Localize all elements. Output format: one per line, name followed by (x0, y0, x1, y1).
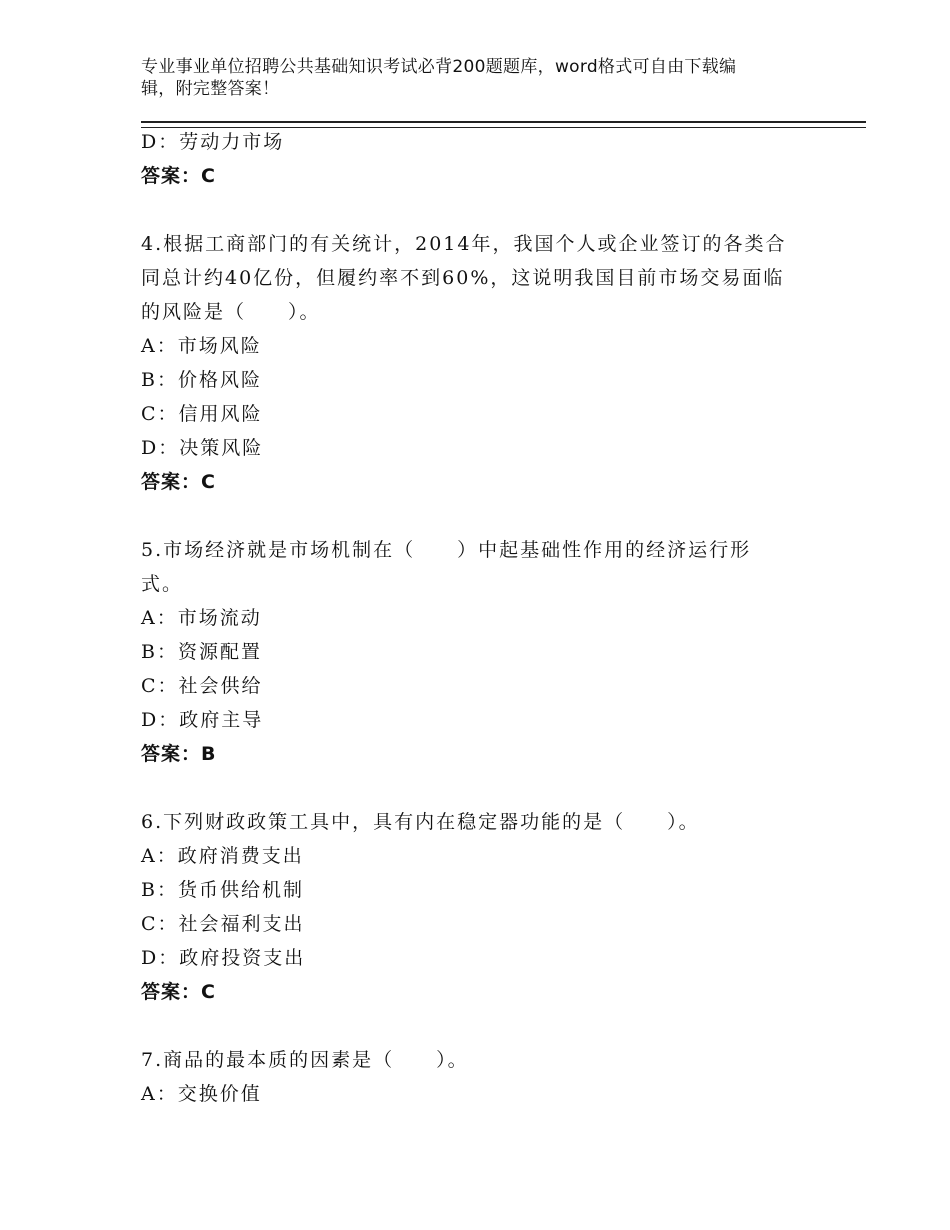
option-a: A：交换价值 (141, 1083, 262, 1105)
option-d: D：政府投资支出 (141, 947, 306, 969)
question-stem-line: 式。 (141, 573, 184, 595)
question-3-tail (141, 125, 811, 193)
question-stem-line: 4.根据工商部门的有关统计，2014年，我国个人或企业签订的各类合 (141, 233, 787, 255)
header-line-2: 辑，附完整答案！ (141, 79, 280, 99)
header-line-1: 专业事业单位招聘公共基础知识考试必背200题题库，word格式可自由下载编 (141, 57, 737, 77)
option-a: A：市场流动 (141, 607, 262, 629)
question-5 (141, 533, 811, 771)
option-a: A：市场风险 (141, 335, 262, 357)
document-header (141, 56, 791, 100)
answer-line: 答案：C (141, 471, 216, 493)
question-stem-line: 同总计约40亿份，但履约率不到60%，这说明我国目前市场交易面临 (141, 267, 785, 289)
spacer (141, 499, 811, 533)
question-stem-line: 5.市场经济就是市场机制在（ ）中起基础性作用的经济运行形 (141, 539, 752, 561)
option-c: C：社会福利支出 (141, 913, 305, 935)
option-b: B：货币供给机制 (141, 879, 304, 901)
option-d: D：决策风险 (141, 437, 264, 459)
option-c: C：信用风险 (141, 403, 263, 425)
option-c: C：社会供给 (141, 675, 263, 697)
answer-line: 答案：C (141, 165, 216, 187)
option-a: A：政府消费支出 (141, 845, 304, 867)
option-b: B：资源配置 (141, 641, 262, 663)
question-list (141, 125, 811, 1111)
answer-line: 答案：C (141, 981, 216, 1003)
spacer (141, 1009, 811, 1043)
question-stem-line: 的风险是（ ）。 (141, 301, 321, 323)
answer-line: 答案：B (141, 743, 217, 765)
spacer (141, 193, 811, 227)
spacer (141, 771, 811, 805)
option-d: D：政府主导 (141, 709, 264, 731)
option-d: D：劳动力市场 (141, 131, 285, 153)
question-7 (141, 1043, 811, 1111)
question-stem-line: 6.下列财政政策工具中，具有内在稳定器功能的是（ ）。 (141, 811, 700, 833)
question-4 (141, 227, 811, 499)
question-stem-line: 7.商品的最本质的因素是（ ）。 (141, 1049, 469, 1071)
option-b: B：价格风险 (141, 369, 262, 391)
question-6 (141, 805, 811, 1009)
